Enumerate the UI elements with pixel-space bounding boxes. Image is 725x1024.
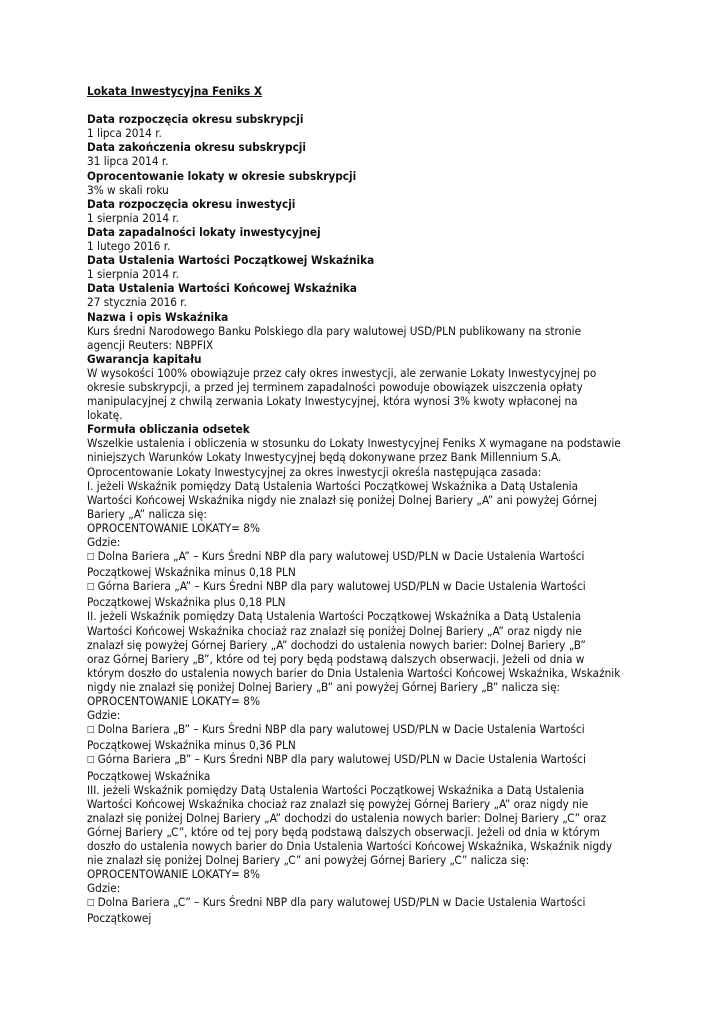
section-heading: Data Ustalenia Wartości Końcowej Wskaźnika: [87, 281, 358, 296]
text-line: 1 sierpnia 2014 r.: [87, 210, 179, 225]
text-line: Wszelkie ustalenia i obliczenia w stosunku do Lokaty Inwestycyjnej Feniks X wymagane na podstawie: [87, 436, 621, 451]
section-heading: Gwarancja kapitału: [87, 351, 202, 366]
section-heading: Data zakończenia okresu subskrypcji: [87, 140, 306, 155]
section-heading: Data rozpoczęcia okresu inwestycji: [87, 196, 296, 211]
text-line: Początkowej Wskaźnika: [87, 768, 211, 783]
text-line: Wartości Końcowej Wskaźnika nigdy nie znalazł się poniżej Dolnej Bariery „A” ani powyżej Górnej: [87, 492, 597, 507]
text-line: 1 sierpnia 2014 r.: [87, 267, 179, 282]
text-line: Początkowej Wskaźnika minus 0,36 PLN: [87, 738, 296, 753]
text-line: III. jeżeli Wskaźnik pomiędzy Datą Ustalenia Wartości Początkowej Wskaźnika a Datą Ustalenia: [87, 782, 585, 797]
section-heading: Data zapadalności lokaty inwestycyjnej: [87, 224, 321, 239]
text-line: znalazł się powyżej Górnej Bariery „A” dochodzi do ustalenia nowych barier: Dolnej Bariery „B”: [87, 637, 586, 652]
section-heading: Formuła obliczania odsetek: [87, 422, 250, 437]
text-line: W wysokości 100% obowiązuje przez cały okres inwestycji, ale zerwanie Lokaty Inwestycyjnej po: [87, 365, 597, 380]
text-line: 27 stycznia 2016 r.: [87, 295, 187, 310]
text-line: OPROCENTOWANIE LOKATY= 8%: [87, 867, 260, 882]
text-line: Gdzie:: [87, 881, 121, 896]
text-line: Oprocentowanie Lokaty Inwestycyjnej za okres inwestycji określa następująca zasada:: [87, 464, 542, 479]
text-line: agencji Reuters: NBPFIX: [87, 337, 214, 352]
section-heading: Nazwa i opis Wskaźnika: [87, 309, 229, 324]
document-title: Lokata Inwestycyjna Feniks X: [87, 84, 263, 98]
bullet-line: □ Dolna Bariera „B” – Kurs Średni NBP dla pary walutowej USD/PLN w Dacie Ustalenia Wartości: [87, 722, 647, 738]
bullet-line: □ Górna Bariera „B” – Kurs Średni NBP dla pary walutowej USD/PLN w Dacie Ustalenia Wartości: [87, 752, 647, 768]
text-line: Gdzie:: [87, 708, 121, 723]
text-line: II. jeżeli Wskaźnik pomiędzy Datą Ustalenia Wartości Początkowej Wskaźnika a Datą Ustalenia: [87, 609, 582, 624]
text-line: Bariery „A” nalicza się:: [87, 506, 207, 521]
text-line: lokatę.: [87, 408, 123, 423]
text-line: Początkowej Wskaźnika minus 0,18 PLN: [87, 565, 296, 580]
section-heading: Data Ustalenia Wartości Początkowej Wskaźnika: [87, 253, 375, 268]
text-line: niniejszych Warunków Lokaty Inwestycyjnej będą dokonywane przez Bank Millennium S.A.: [87, 450, 562, 465]
text-line: OPROCENTOWANIE LOKATY= 8%: [87, 520, 260, 535]
text-line: okresie subskrypcji, a przed jej terminem zapadalności powoduje obowiązek uiszczenia opłaty: [87, 379, 583, 394]
bullet-line: □ Górna Bariera „A” – Kurs Średni NBP dla pary walutowej USD/PLN w Dacie Ustalenia Wartości: [87, 579, 647, 595]
text-line: 1 lipca 2014 r.: [87, 126, 162, 141]
section-heading: Oprocentowanie lokaty w okresie subskrypcji: [87, 168, 357, 183]
text-line: 1 lutego 2016 r.: [87, 239, 171, 254]
section-heading: Data rozpoczęcia okresu subskrypcji: [87, 112, 304, 127]
text-line: Kurs średni Narodowego Banku Polskiego dla pary walutowej USD/PLN publikowany na stronie: [87, 323, 582, 338]
text-line: nigdy nie znalazł się poniżej Dolnej Bariery „B” ani powyżej Górnej Bariery „B” nalicza się:: [87, 679, 561, 694]
text-line: manipulacyjnej z chwilą zerwania Lokaty Inwestycyjnej, która wynosi 3% kwoty wpłaconej na: [87, 394, 578, 409]
text-line: 3% w skali roku: [87, 182, 169, 197]
text-line: OPROCENTOWANIE LOKATY= 8%: [87, 694, 260, 709]
text-line: Gdzie:: [87, 535, 121, 549]
text-line: doszło do ustalenia nowych barier do Dnia Ustalenia Wartości Końcowej Wskaźnika, Wskaźnik nigdy: [87, 838, 613, 853]
text-line: znalazł się poniżej Dolnej Bariery „A” dochodzi do ustalenia nowych barier: Dolnej Bariery „C” oraz: [87, 810, 607, 825]
document-body: [87, 112, 647, 925]
text-line: 31 lipca 2014 r.: [87, 154, 169, 169]
text-line: nie znalazł się poniżej Dolnej Bariery „C” ani powyżej Górnej Bariery „C” nalicza się:: [87, 853, 530, 868]
text-line: Wartości Końcowej Wskaźnika chociaż raz znalazł się poniżej Dolnej Bariery „A” oraz nigdy nie: [87, 623, 582, 638]
text-line: Początkowej: [87, 911, 152, 926]
bullet-line: □ Dolna Bariera „A” – Kurs Średni NBP dla pary walutowej USD/PLN w Dacie Ustalenia Wartości: [87, 549, 647, 565]
text-line: Początkowej Wskaźnika plus 0,18 PLN: [87, 595, 286, 610]
text-line: I. jeżeli Wskaźnik pomiędzy Datą Ustalenia Wartości Początkowej Wskaźnika a Datą Ustalenia: [87, 478, 579, 493]
text-line: którym doszło do ustalenia nowych barier do Dnia Ustalenia Wartości Końcowej Wskaźnika, Wskaźnik: [87, 665, 621, 680]
text-line: oraz Górnej Bariery „B”, które od tej pory będą podstawą dalszych obserwacji. Jeżeli od dnia w: [87, 651, 585, 666]
bullet-line: □ Dolna Bariera „C” – Kurs Średni NBP dla pary walutowej USD/PLN w Dacie Ustalenia Wartości: [87, 895, 647, 911]
document-page: [87, 84, 647, 926]
text-line: Górnej Bariery „C”, które od tej pory będą podstawą dalszych obserwacji. Jeżeli od dnia w którym: [87, 824, 600, 839]
text-line: Wartości Końcowej Wskaźnika chociaż raz znalazł się powyżej Górnej Bariery „A” oraz nigdy nie: [87, 796, 589, 811]
